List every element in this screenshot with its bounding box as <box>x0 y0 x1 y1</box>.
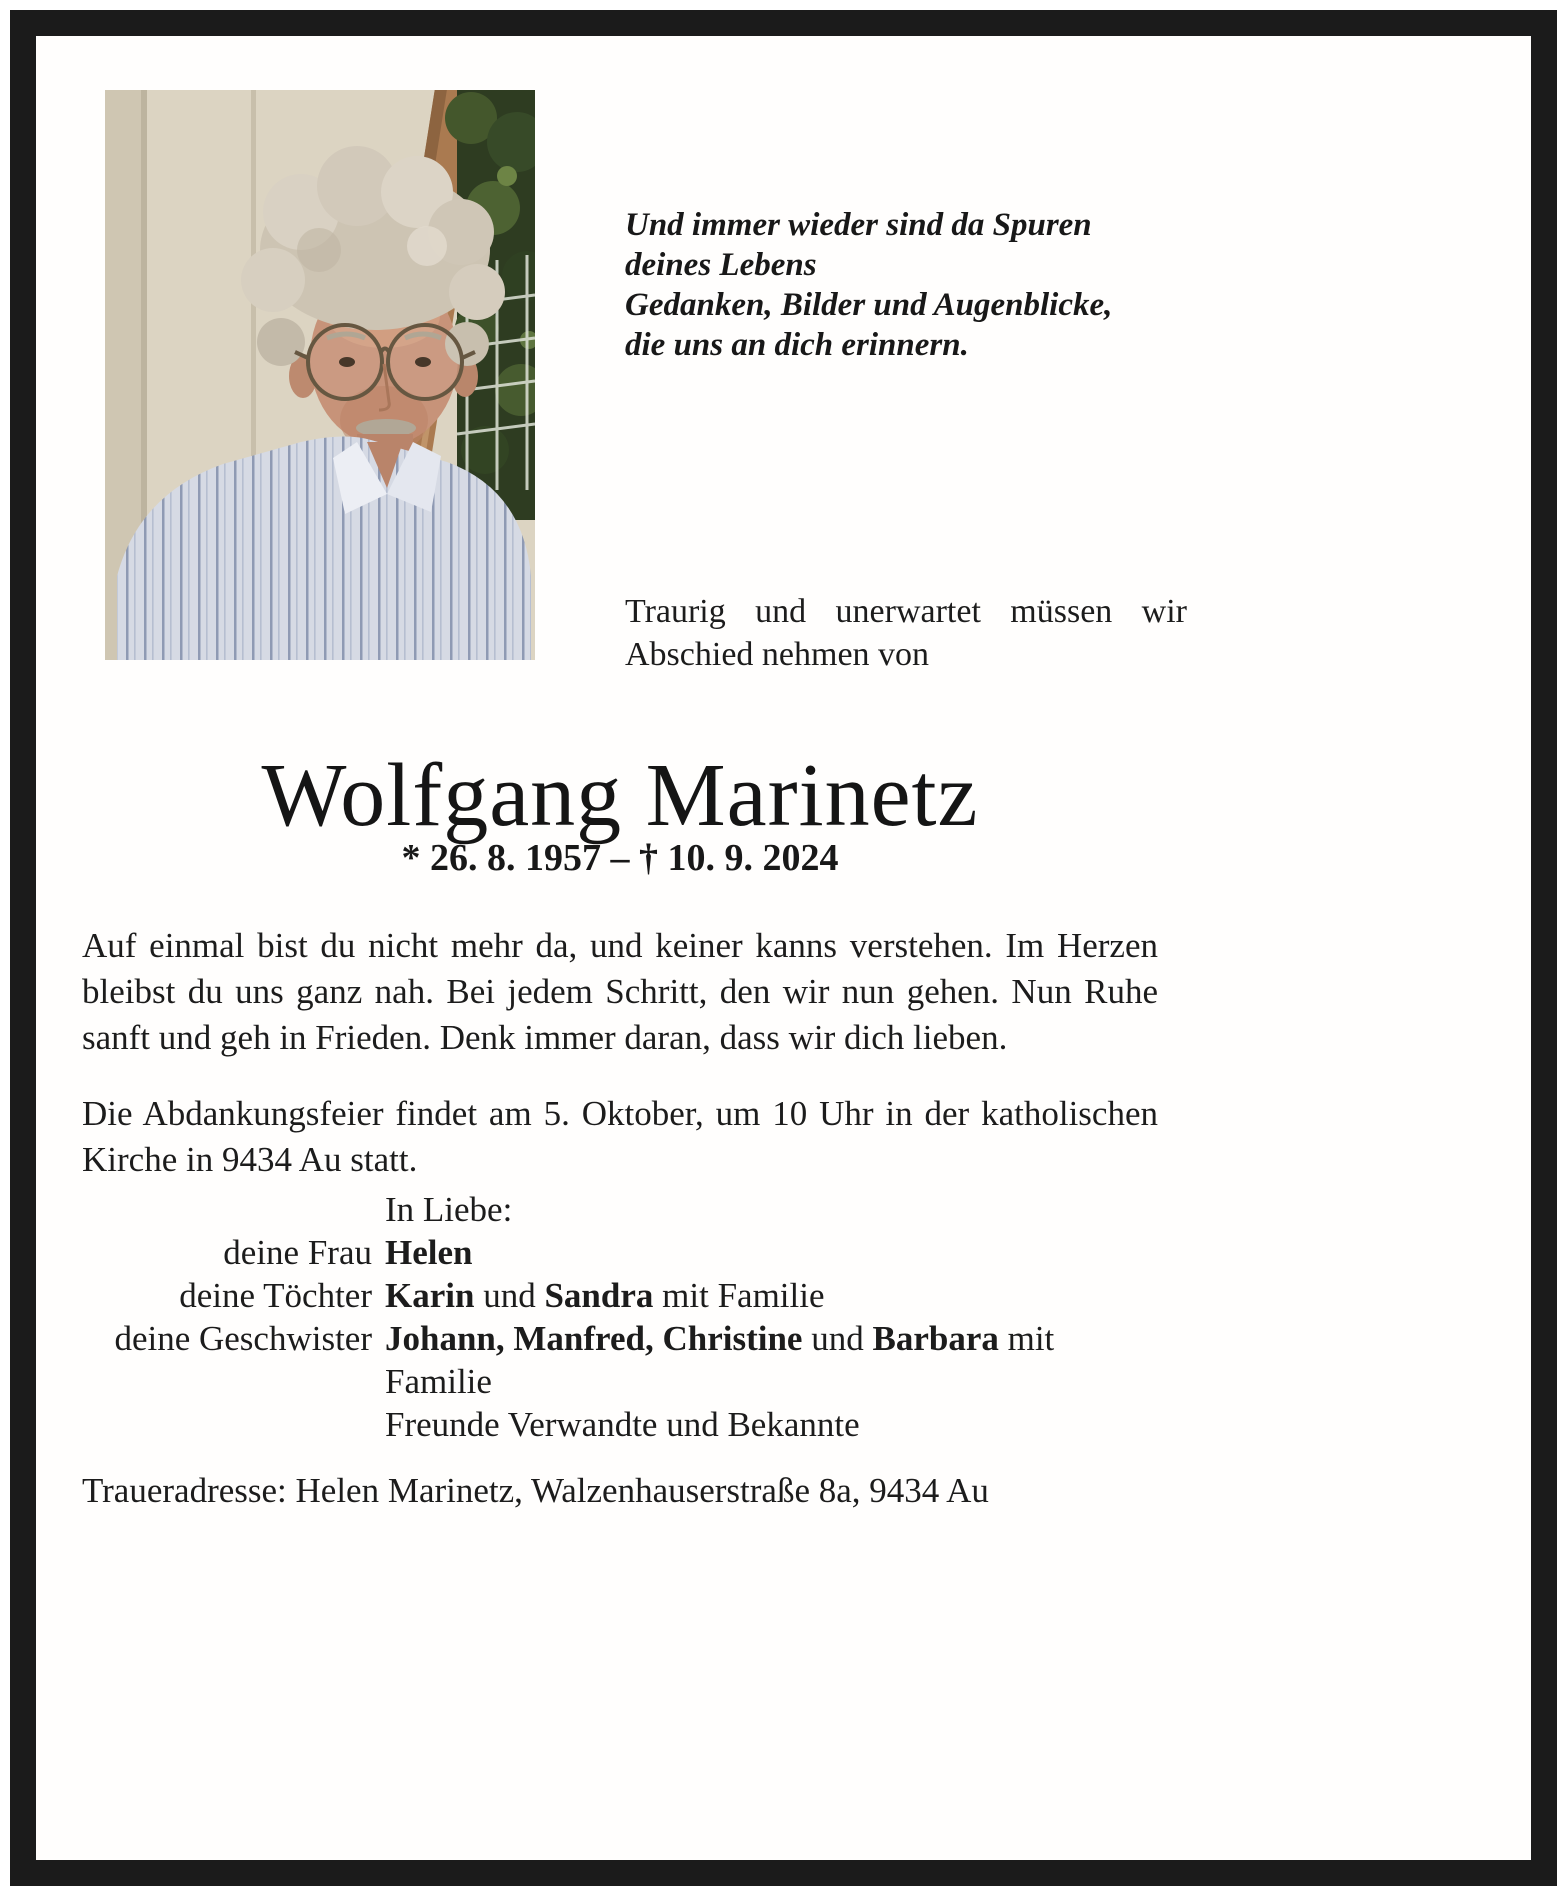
family-name-bold: Karin <box>385 1276 475 1315</box>
mourning-address: Traueradresse: Helen Marinetz, Walzenhauserstraße 8a, 9434 Au <box>82 1471 989 1510</box>
body-text <box>82 923 1158 1183</box>
intro-line-1: Traurig und unerwartet müssen wir <box>625 593 1187 630</box>
family-row-label: deine Geschwister <box>114 1319 372 1358</box>
family-name-text: und <box>474 1276 545 1315</box>
condolence-paragraph: Auf einmal bist du nicht mehr da, und keiner kanns verstehen. Im Herzen bleibst du uns ganz nah. Bei jedem Schritt, den wir nun gehen. Nun Ruhe sanft und geh in Frieden. Denk immer daran, dass wir dich lieben. <box>82 926 1158 1057</box>
intro-line-2: Abschied nehmen von <box>625 636 930 673</box>
portrait-illustration <box>105 90 535 660</box>
family-heading: In Liebe: <box>385 1190 513 1229</box>
poem-line: die uns an dich erinnern. <box>625 327 969 363</box>
family-name-bold: Johann, Manfred, Christine <box>385 1319 803 1358</box>
poem-line: Und immer wieder sind da Spuren <box>625 207 1092 243</box>
family-row-label: deine Frau <box>223 1233 372 1272</box>
family-name-text: mit Familie <box>653 1276 825 1315</box>
family-row-label <box>82 1403 372 1446</box>
family-row-names <box>385 1231 1158 1274</box>
service-paragraph: Die Abdankungsfeier findet am 5. Oktober, um 10 Uhr in der katholischen Kirche in 9434 Au statt. <box>82 1094 1158 1179</box>
family-row-names <box>385 1317 1158 1403</box>
family-row-names <box>385 1274 1158 1317</box>
memorial-poem <box>625 205 1112 365</box>
family-section <box>82 1188 1158 1446</box>
family-name-bold: Sandra <box>544 1276 654 1315</box>
obituary-frame <box>10 10 1557 1886</box>
intro-text <box>625 590 1187 676</box>
family-heading-spacer <box>82 1188 372 1231</box>
portrait-photo <box>105 90 535 660</box>
family-name-text: Freunde Verwandte und Bekannte <box>385 1405 860 1444</box>
family-name-text: und <box>802 1319 873 1358</box>
poem-line: Gedanken, Bilder und Augenblicke, <box>625 287 1113 323</box>
family-name-bold: Helen <box>385 1233 473 1272</box>
life-dates: * 26. 8. 1957 – † 10. 9. 2024 <box>401 837 839 879</box>
family-name-text: mit Familie <box>385 1319 1055 1401</box>
deceased-name: Wolfgang Marinetz <box>261 746 979 845</box>
family-row-names <box>385 1403 1158 1446</box>
family-row-label: deine Töchter <box>179 1276 372 1315</box>
poem-line: deines Lebens <box>625 247 817 283</box>
family-name-bold: Barbara <box>872 1319 999 1358</box>
